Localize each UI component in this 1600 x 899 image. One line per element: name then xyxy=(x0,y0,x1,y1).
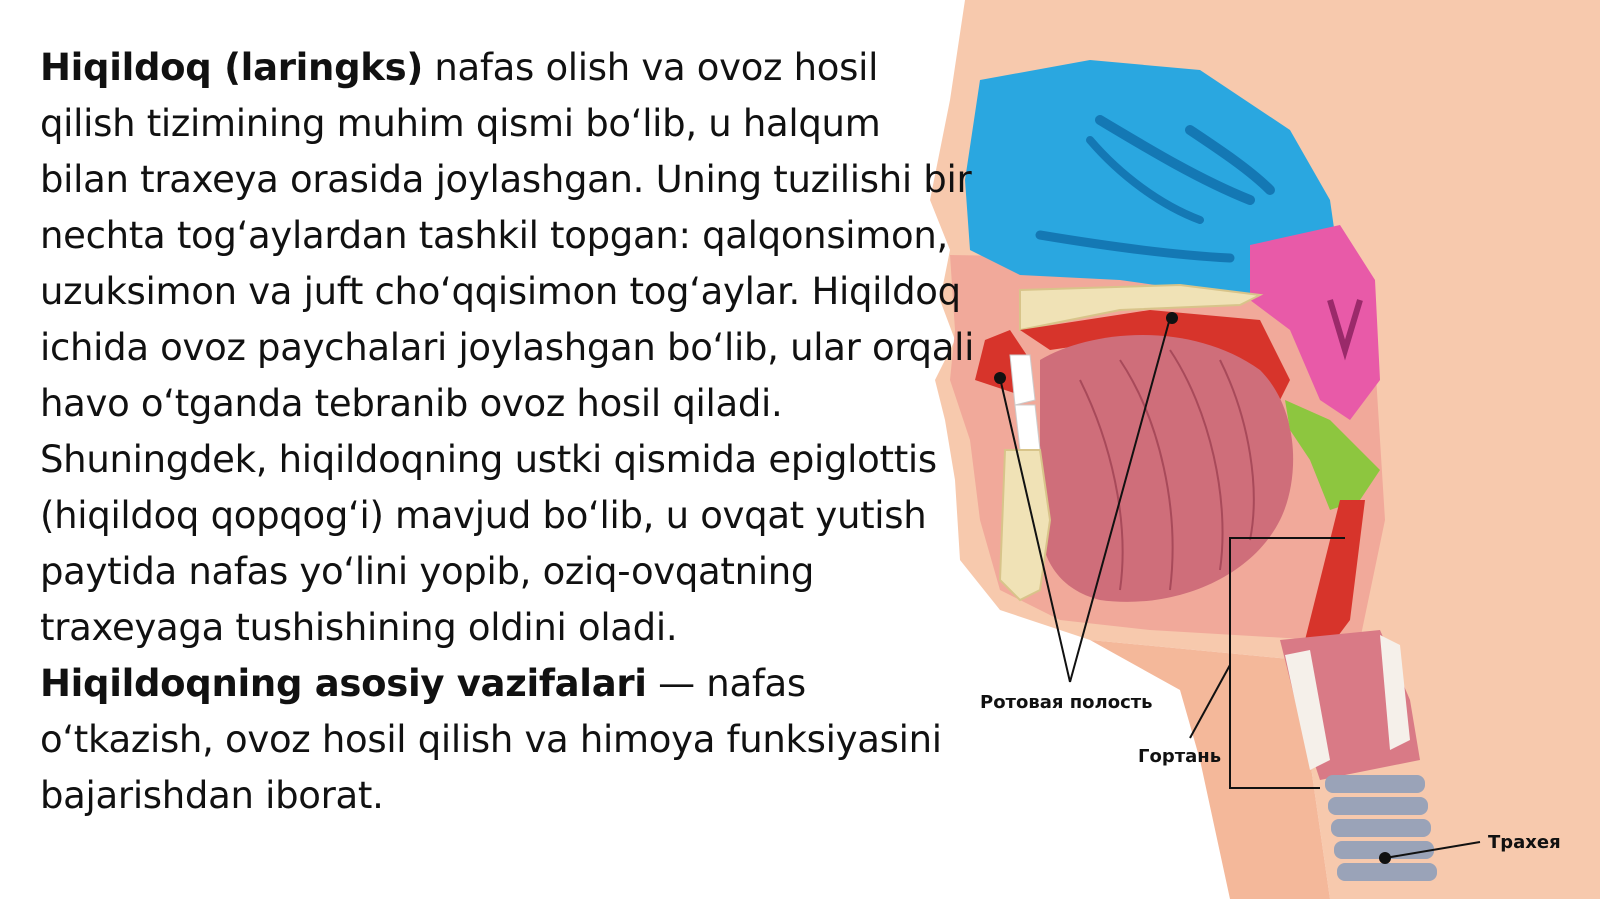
mandible xyxy=(1000,450,1050,600)
upper-tooth xyxy=(1010,355,1035,405)
label-larynx: Гортань xyxy=(1138,746,1222,767)
paragraph-2-bold: Hiqildoqning asosiy vazifalari xyxy=(40,662,647,705)
slide-body-text xyxy=(40,40,980,824)
lower-tooth xyxy=(1015,405,1040,450)
paragraph-1 xyxy=(40,40,980,656)
pointer-dot-lip xyxy=(994,372,1006,384)
label-trachea: Трахея xyxy=(1488,832,1561,853)
paragraph-1-bold: Hiqildoq (laringks) xyxy=(40,46,423,89)
pointer-dot-trachea xyxy=(1379,852,1391,864)
paragraph-2 xyxy=(40,656,980,824)
pointer-dot-palate xyxy=(1166,312,1178,324)
trachea-rings xyxy=(1325,775,1437,881)
paragraph-2-text: — nafas o‘tkazish, ovoz hosil qilish va himoya funksiyasini bajarishdan iborat. xyxy=(40,662,942,817)
paragraph-1-text: nafas olish va ovoz hosil qilish tizimining muhim qismi bo‘lib, u halqum bilan traxeya orasida joylashgan. Uning tuzilishi bir nechta tog‘aylardan tashkil topgan: qalqonsimon, uzuksimon va juft cho‘qqisimon tog‘aylar. Hiqildoq ichida ovoz paychalari joylashgan bo‘lib, ular orqali havo o‘tganda tebranib ovoz hosil qiladi. Shuningdek, hiqildoqning ustki qismida epiglottis (hiqildoq qopqog‘i) mavjud bo‘lib, u ovqat yutish paytida nafas yo‘lini yopib, oziq-ovqatning traxeyaga tushishining oldini oladi. xyxy=(40,46,975,649)
label-oral-cavity: Ротовая полость xyxy=(980,692,1153,713)
